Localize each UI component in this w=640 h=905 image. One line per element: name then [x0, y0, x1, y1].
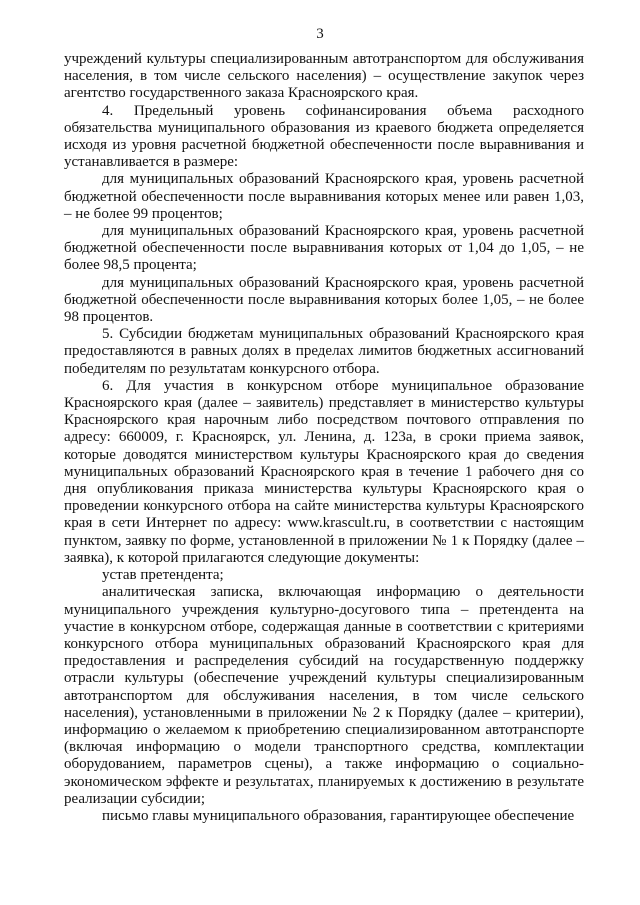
paragraph-letter: письмо главы муниципального образования, гарантирующее обеспечение	[102, 807, 575, 824]
paragraph-clause-5: 5. Субсидии бюджетам муниципальных образований Красноярского края предоставляются в равных долях в пределах лимитов бюджетных ассигнований победителям по результатам конкурсного отбора.	[64, 326, 584, 377]
paragraph-rate-98: для муниципальных образований Красноярского края, уровень расчетной бюджетной обеспеченности после выравнивания которых более 1,05, – не более 98 процентов.	[64, 274, 584, 326]
paragraph-charter: устав претендента;	[102, 567, 224, 584]
document-body	[64, 51, 584, 825]
page-number: 3	[316, 26, 324, 42]
paragraph-clause-4: 4. Предельный уровень софинансирования объема расходного обязательства муниципального образования из краевого бюджета определяется исходя из уровня расчетной бюджетной обеспеченности после выравнивания и устанавливается в размере:	[64, 102, 584, 171]
paragraph-clause-6: 6. Для участия в конкурсном отборе муниципальное образование Красноярского края (далее – заявитель) представляет в министерство культуры Красноярского края нарочным либо посредством почтового отправления по адресу: 660009, г. Красноярск, ул. Ленина, д. 123а, в сроки приема заявок, которые доводятся министерством культуры Красноярского края до сведения муниципальных образований Красноярского края в течение 1 рабочего дня со дня опубликования приказа министерства культуры Красноярского края о проведении конкурсного отбора на сайте министерства культуры Красноярского края в сети Интернет по адресу: www.krascult.ru, в соответствии с настоящим пунктом, заявку по форме, установленной в приложении № 1 к Порядку (далее – заявка), к которой прилагаются следующие документы:	[64, 377, 584, 566]
paragraph-continuation: учреждений культуры специализированным автотранспортом для обслуживания населения, в том числе сельского населения) – осуществление закупок через агентство государственного заказа Красноярского края.	[64, 51, 584, 102]
paragraph-rate-99: для муниципальных образований Красноярского края, уровень расчетной бюджетной обеспеченности после выравнивания которых менее или равен 1,03, – не более 99 процентов;	[64, 171, 584, 222]
paragraph-rate-98-5: для муниципальных образований Красноярского края, уровень расчетной бюджетной обеспеченности после выравнивания которых от 1,04 до 1,05, – не более 98,5 процента;	[64, 223, 584, 274]
paragraph-analytical-note: аналитическая записка, включающая информацию о деятельности муниципального учреждения культурно-досугового типа – претендента на участие в конкурсном отборе, содержащая данные в соответствии с критериями конкурсного отбора муниципальных образований Красноярского края для предоставления и распределения субсидий на государственную поддержку отрасли культуры (обеспечение учреждений культуры специализированным автотранспортом для обслуживания населения, в том числе сельского населения), установленными в приложении № 2 к Порядку (далее – критерии), информацию о желаемом к приобретению специализированном автотранспорте (включая информацию о модели транспортного средства, комплектации оборудованием, параметров сцены), а также информацию о социально-экономическом эффекте и результатах, планируемых к достижению в результате реализации субсидии;	[64, 584, 584, 807]
